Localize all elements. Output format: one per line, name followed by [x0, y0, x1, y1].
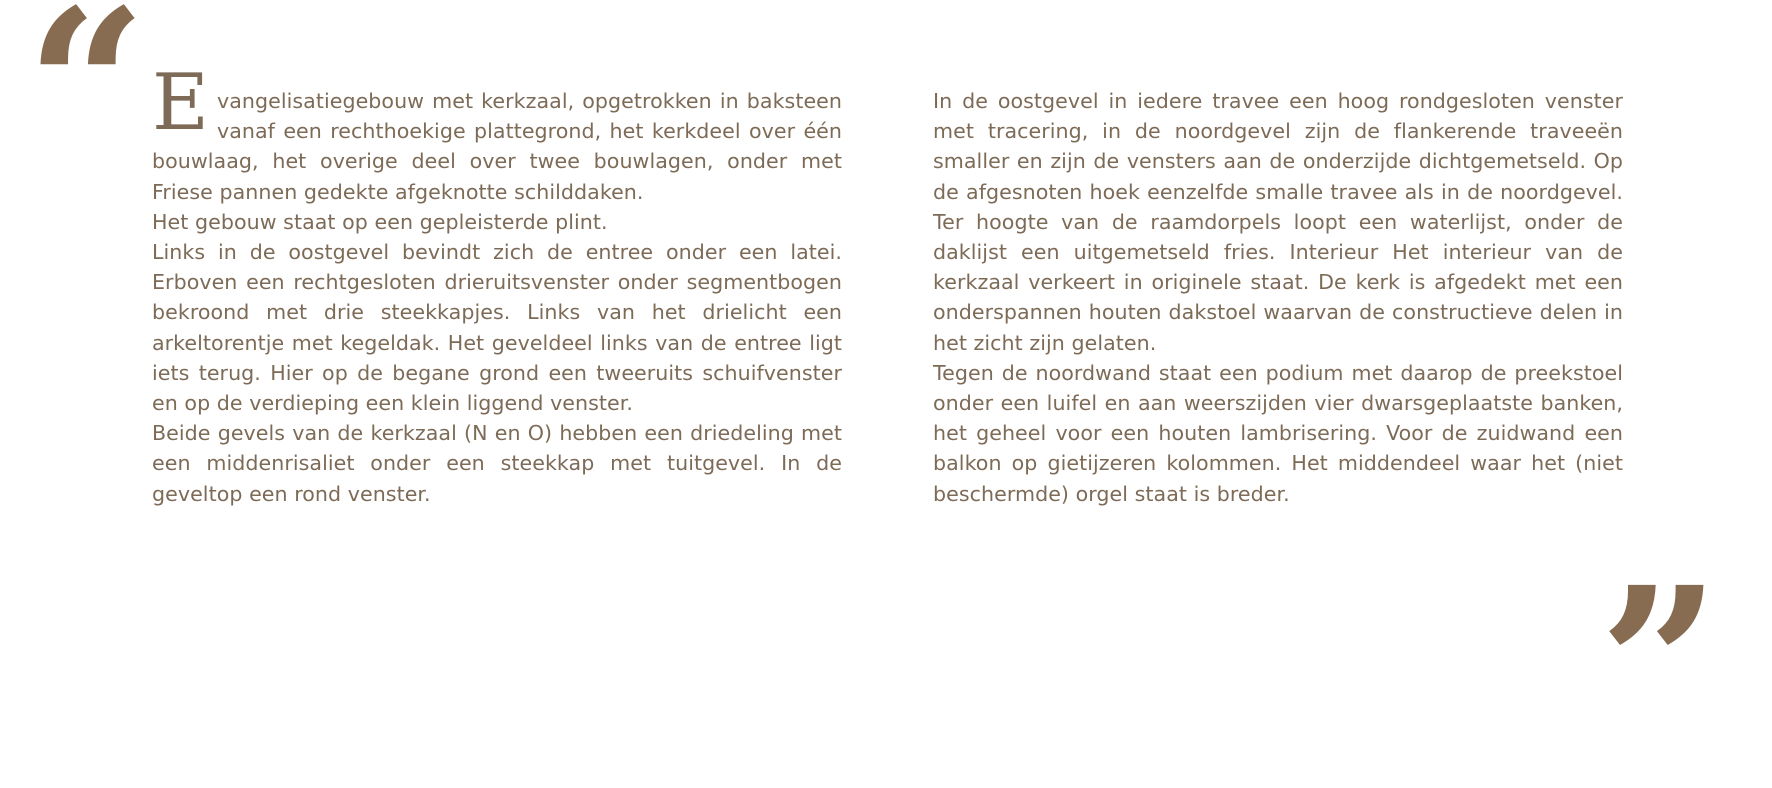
- paragraph-1-text: vangelisatiegebouw met kerkzaal, opgetrokken in baksteen vanaf een rechthoekige plattegrond, het kerkdeel over één bouwlaag, het overige deel over twee bouwlagen, onder met Friese pannen gedekte afgeknotte schilddaken.: [152, 89, 842, 204]
- left-text-column: [152, 58, 842, 509]
- paragraph-4: Beide gevels van de kerkzaal (N en O) hebben een driedeling met een middenrisaliet onder een steekkap met tuitgevel. In de geveltop een rond venster.: [152, 421, 842, 506]
- right-text-column: [933, 86, 1623, 509]
- paragraph-2: Het gebouw staat op een gepleisterde plint.: [152, 209, 608, 234]
- paragraph-1: [152, 58, 842, 207]
- opening-quote-mark: “: [26, 0, 147, 210]
- paragraph-3: Links in de oostgevel bevindt zich de entree onder een latei. Erboven een rechtgesloten drieruitsvenster onder segmentbogen bekroond met drie steekkapjes. Links van het drielicht een arkeltorentje met kegeldak. Het geveldeel links van de entree ligt iets terug. Hier op de begane grond een tweeruits schuifvenster en op de verdieping een klein liggend venster.: [152, 240, 842, 416]
- paragraph-6: Tegen de noordwand staat een podium met daarop de preekstoel onder een luifel en aan weerszijden vier dwarsgeplaatste banken, het geheel voor een houten lambrisering. Voor de zuidwand een balkon op gietijzeren kolommen. Het middendeel waar het (niet beschermde) orgel staat is breder.: [933, 360, 1623, 506]
- closing-quote-mark: ”: [1599, 541, 1720, 788]
- paragraph-5: In de oostgevel in iedere travee een hoog rondgesloten venster met tracering, in de noordgevel zijn de flankerende traveeën smaller en zijn de vensters aan de onderzijde dichtgemetseld. Op de afgesnoten hoek eenzelfde smalle travee als in de noordgevel. Ter hoogte van de raamdorpels loopt een waterlijst, onder de daklijst een uitgemetseld fries. Interieur Het interieur van de kerkzaal verkeert in originele staat. De kerk is afgedekt met een onderspannen houten dakstoel waarvan de constructieve delen in het zicht zijn gelaten.: [933, 89, 1623, 355]
- drop-cap: E: [152, 58, 209, 148]
